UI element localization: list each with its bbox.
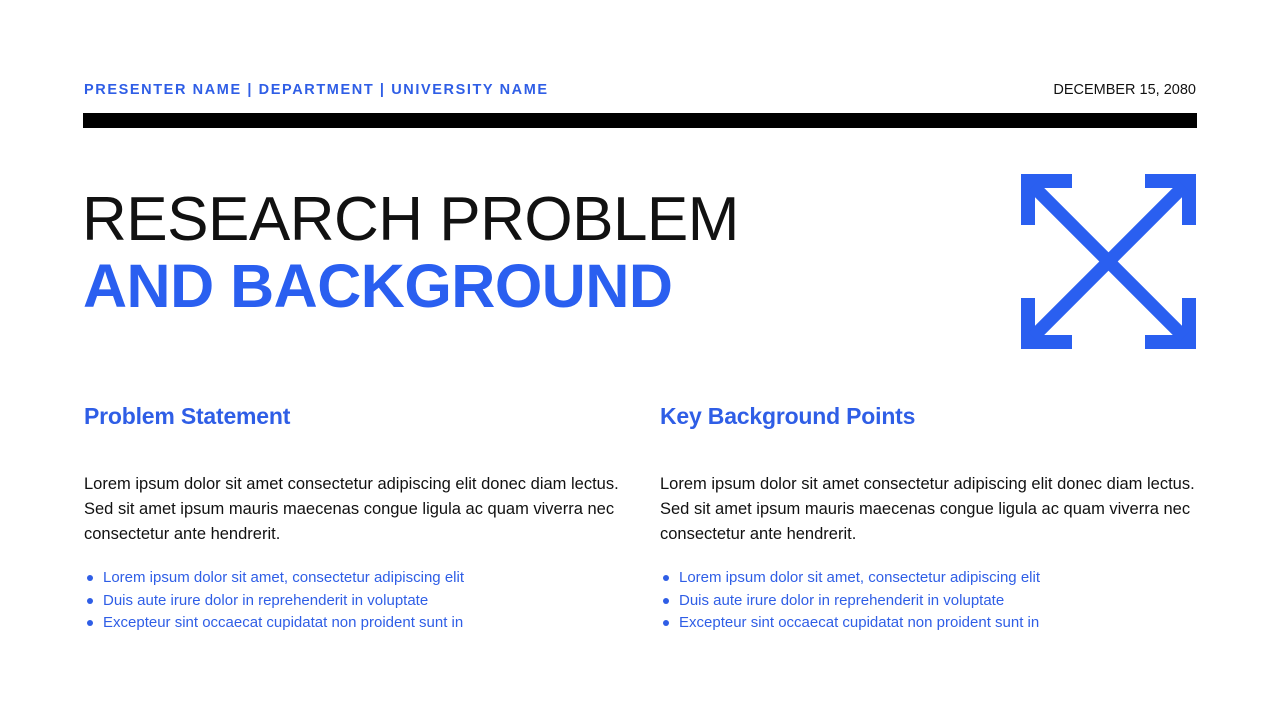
list-item-text: Duis aute irure dolor in reprehenderit in voluptate xyxy=(103,591,429,609)
section-paragraph: Lorem ipsum dolor sit amet consectetur adipiscing elit donec diam lectus. Sed sit amet ipsum mauris maecenas congue ligula ac quam viverra nec consectetur ante hendrerit. xyxy=(84,475,619,543)
problem-statement-section xyxy=(84,400,629,635)
bullet-icon xyxy=(663,620,669,626)
bullet-icon xyxy=(663,575,669,581)
header-divider xyxy=(83,113,1197,128)
bullet-icon xyxy=(87,575,93,581)
section-heading: Key Background Points xyxy=(660,403,916,429)
list-item-text: Duis aute irure dolor in reprehenderit in voluptate xyxy=(679,591,1005,609)
bullet-icon xyxy=(87,620,93,626)
list-item xyxy=(660,567,1205,590)
bullet-icon xyxy=(87,598,93,604)
list-item-text: Excepteur sint occaecat cupidatat non proident sunt in xyxy=(103,614,464,631)
bullet-list xyxy=(84,567,629,635)
slide-title-line1: RESEARCH PROBLEM xyxy=(82,185,739,254)
list-item-text: Excepteur sint occaecat cupidatat non proident sunt in xyxy=(679,614,1040,631)
list-item xyxy=(84,567,629,590)
slide-title-line2: AND BACKGROUND xyxy=(83,252,673,320)
list-item xyxy=(84,590,629,613)
list-item-text: Lorem ipsum dolor sit amet, consectetur adipiscing elit xyxy=(679,569,1040,586)
presenter-info: PRESENTER NAME | DEPARTMENT | UNIVERSITY NAME xyxy=(84,82,549,98)
list-item xyxy=(84,612,629,635)
section-paragraph: Lorem ipsum dolor sit amet consectetur adipiscing elit donec diam lectus. Sed sit amet ipsum mauris maecenas congue ligula ac quam viverra nec consectetur ante hendrerit. xyxy=(660,475,1195,543)
list-item-text: Lorem ipsum dolor sit amet, consectetur adipiscing elit xyxy=(103,569,464,586)
expand-arrows-icon xyxy=(1021,174,1196,349)
list-item xyxy=(660,590,1205,613)
presentation-date: DECEMBER 15, 2080 xyxy=(1053,82,1196,98)
key-background-section xyxy=(660,400,1205,635)
list-item xyxy=(660,612,1205,635)
bullet-list xyxy=(660,567,1205,635)
section-heading: Problem Statement xyxy=(84,403,291,429)
bullet-icon xyxy=(663,598,669,604)
